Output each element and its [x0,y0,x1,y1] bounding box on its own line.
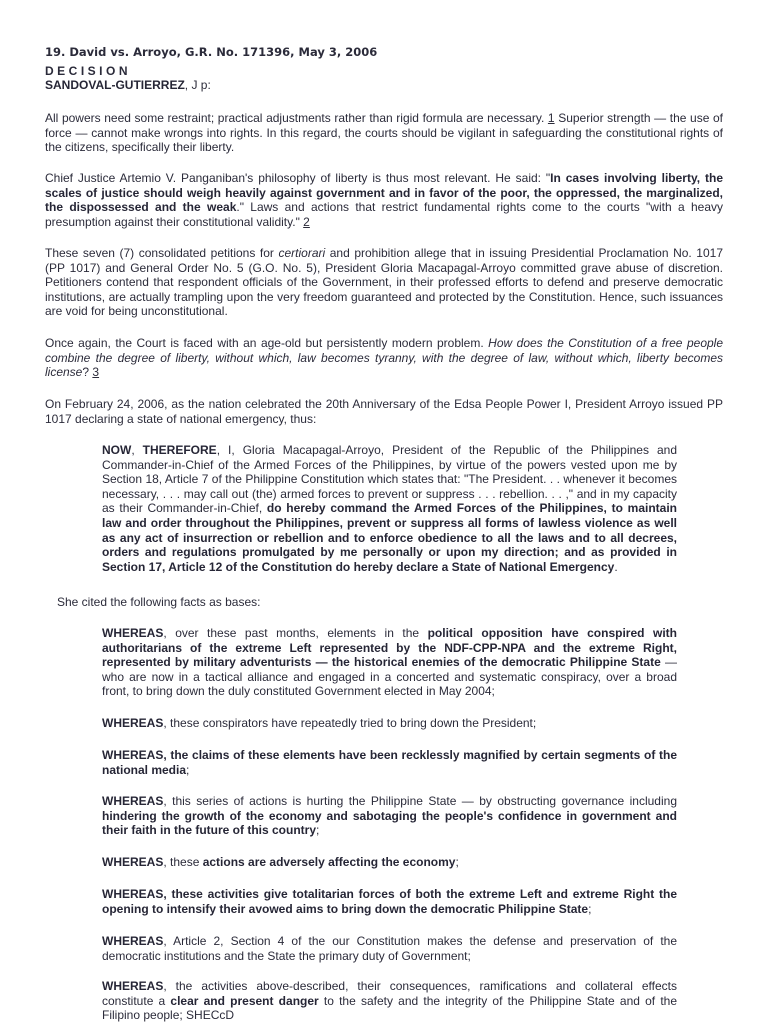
whereas-label: WHEREAS [102,887,164,901]
whereas-bold: clear and present danger [170,993,319,1008]
proclamation-therefore: THEREFORE [142,443,217,457]
decision-heading: DECISION [45,64,132,78]
whereas-bold: actions are adversely affecting the economy [202,855,456,869]
paragraph-italic: How does the Constitution of a free people combine the degree of liberty, without which, law becomes tyranny, with the degree of law, without which, liberty becomes license [45,336,724,380]
whereas-text: , the activities above-described, their consequences, ramifications and collateral effects constitute a [102,979,677,1008]
paragraph-text: Chief Justice Artemio V. Panganiban's philosophy of liberty is thus most relevant. He said: " [45,171,551,185]
whereas-bold: , these activities give totalitarian forces of both the extreme Left and extreme Right the opening to intensify their avowed aims to bring down the democratic Philippine State [102,887,677,916]
proclamation-bold: do hereby command the Armed Forces of the Philippines, to maintain law and order throughout the Philippines, prevent or suppress all forms of lawless violence as well as any act of insurrection or rebellion and to enforce obedience to all the laws and to all decrees, orders and regulations promulgated by me personally or upon my direction; and as provided in Section 17, Article 12 of the Constitution do hereby declare a State of National Emergency [102,501,677,574]
ponente-name: SANDOVAL-GUTIERREZ [45,78,185,92]
paragraph-text: All powers need some restraint; practical adjustments rather than rigid formula are necessary. [45,111,548,125]
whereas-text: , these conspirators have repeatedly tried to bring down the President; [163,716,537,730]
paragraph-text: Once again, the Court is faced with an age-old but persistently modern problem. [45,336,489,350]
whereas-text: ; [186,762,190,777]
whereas-label: WHEREAS [102,716,164,730]
cited-bases-line: She cited the following facts as bases: [57,595,261,609]
proclamation-now: NOW [102,443,132,457]
footnote-link-3[interactable]: 3 [92,365,100,380]
footnote-link-1[interactable]: 1 [547,111,555,125]
whereas-bold: , the claims of these elements have been recklessly magnified by certain segments of the national media [102,748,677,777]
whereas-bold: hindering the growth of the economy and sabotaging the people's confidence in government and their faith in the future of this country [102,808,677,838]
whereas-label: WHEREAS [102,748,164,762]
whereas-label: WHEREAS [102,626,164,640]
proclamation-quote [102,443,677,574]
whereas-label: WHEREAS [102,934,164,948]
paragraph-4 [45,336,723,380]
whereas-label: WHEREAS [102,855,164,869]
proclamation-text: , [131,443,143,457]
paragraph-1 [45,111,723,155]
whereas-text: ; [588,901,592,916]
paragraph-italic: certiorari [278,246,326,260]
case-title: 19. David vs. Arroyo, G.R. No. 171396, May 3, 2006 [45,45,378,59]
whereas-text: , this series of actions is hurting the Philippine State — by obstructing governance including [163,794,677,808]
proclamation-text: . [614,559,618,574]
whereas-text: to the safety and the integrity of the Philippine State and of the Filipino people; SHECcD [102,993,677,1023]
whereas-3 [102,748,677,777]
paragraph-2 [45,171,723,229]
paragraph-5: On February 24, 2006, as the nation celebrated the 20th Anniversary of the Edsa People Power I, President Arroyo issued PP 1017 declaring a state of national emergency, thus: [45,397,723,426]
paragraph-3 [45,246,723,319]
whereas-label: WHEREAS [102,979,164,993]
ponente-suffix: , J p: [184,78,211,92]
whereas-text: , Article 2, Section 4 of the our Constitution makes the defense and preservation of the democratic institutions and the State the primary duty of Government; [102,934,677,963]
footnote-link-2[interactable]: 2 [303,214,310,229]
whereas-5 [102,855,677,870]
whereas-4 [102,794,677,838]
whereas-text: , over these past months, elements in the [163,626,428,640]
paragraph-text: and prohibition allege that in issuing Presidential Proclamation No. 1017 (PP 1017) and General Order No. 5 (G.O. No. 5), President Gloria Macapagal-Arroyo committed grave abuse of discretion. Petitioners contend that respondent officials of the Government, in their professed efforts to defend and preserve democratic institutions, are actually trampling upon the very freedom guaranteed and protected by the Constitution. Hence, such issuances are void for being unconstitutional. [45,246,723,319]
whereas-text: ; [316,823,320,838]
whereas-text: , these [163,855,203,869]
whereas-1 [102,626,677,699]
paragraph-bold: In cases involving liberty, the scales of justice should weigh heavily against government and in favor of the poor, the oppressed, the marginalized, the dispossessed and the weak [45,171,723,215]
whereas-text: — who are now in a tactical alliance and engaged in a concerted and systematic conspiracy, over a broad front, to bring down the duly constituted Government elected in May 2004; [102,655,677,699]
paragraph-text: ." Laws and actions that restrict fundamental rights come to the courts "with a heavy presumption against their constitutional validity." [45,200,723,229]
paragraph-text: ? [82,365,93,380]
whereas-7 [102,934,677,963]
whereas-label: WHEREAS [102,794,164,808]
ponente-line [45,78,211,93]
whereas-bold: political opposition have conspired with authoritarians of the extreme Left represented by the NDF-CPP-NPA and the extreme Right, represented by military adventurists — the historical enemies of the democratic Philippine State [102,626,677,670]
paragraph-text: Superior strength — the use of force — cannot make wrongs into rights. In this regard, the courts should be vigilant in safeguarding the constitutional rights of the citizens, specifically their liberty. [45,111,723,155]
whereas-6 [102,887,677,916]
paragraph-text: These seven (7) consolidated petitions for [45,246,279,260]
whereas-text: ; [455,855,459,869]
whereas-2 [102,716,677,731]
proclamation-text: , I, Gloria Macapagal-Arroyo, President of the Republic of the Philippines and Commander-in-Chief of the Armed Forces of the Philippines, by virtue of the powers vested upon me by Section 18, Article 7 of the Philippine Constitution which states that: "The President. . . whenever it becomes necessary, . . . may call out (the) armed forces to prevent or suppress . . . rebellion. . . ," and in my capacity as their Commander-in-Chief, [102,443,677,516]
whereas-8 [102,979,677,1023]
